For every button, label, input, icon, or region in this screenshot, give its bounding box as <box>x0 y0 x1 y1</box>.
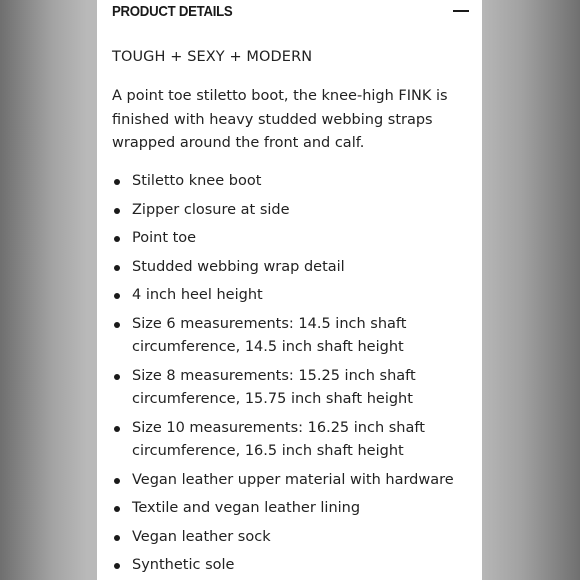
bullet-icon <box>114 478 120 484</box>
feature-text: 4 inch heel height <box>132 287 263 303</box>
list-item <box>112 497 470 521</box>
feature-text: Zipper closure at side <box>132 201 290 218</box>
feature-text: Size 6 measurements: 14.5 inch shaft circumference, 14.5 inch shaft height <box>132 315 407 355</box>
feature-list <box>112 170 470 580</box>
bullet-icon <box>114 293 120 299</box>
bullet-icon <box>114 265 120 271</box>
list-item <box>112 417 470 464</box>
feature-text: Size 10 measurements: 16.25 inch shaft circumference, 16.5 inch shaft height <box>132 419 425 459</box>
bullet-icon <box>114 426 120 432</box>
bullet-icon <box>114 506 120 512</box>
feature-text: Stiletto knee boot <box>132 173 262 189</box>
bullet-icon <box>114 236 120 242</box>
list-item <box>112 256 470 280</box>
feature-text: Textile and vegan leather lining <box>132 500 361 516</box>
list-item <box>112 365 470 412</box>
list-item <box>112 199 470 223</box>
list-item <box>112 170 470 194</box>
feature-text: Size 8 measurements: 15.25 inch shaft circumference, 15.75 inch shaft height <box>132 367 416 407</box>
bullet-icon <box>114 208 120 214</box>
bullet-icon <box>114 179 120 185</box>
feature-text: Vegan leather sock <box>132 528 271 545</box>
bullet-icon <box>114 322 120 328</box>
feature-text: Synthetic sole <box>132 557 235 573</box>
accordion-header[interactable] <box>112 0 470 28</box>
list-item <box>112 313 470 360</box>
minus-icon[interactable] <box>452 4 470 18</box>
product-description: A point toe stiletto boot, the knee-high FINK is finished with heavy studded webbing straps wrapped around the front and calf. <box>112 88 448 151</box>
list-item <box>112 554 470 578</box>
bullet-icon <box>114 563 120 569</box>
list-item <box>112 227 470 251</box>
feature-text: Vegan leather upper material with hardware <box>132 471 454 488</box>
list-item <box>112 469 470 493</box>
feature-text: Studded webbing wrap detail <box>132 258 345 275</box>
bullet-icon <box>114 535 120 541</box>
section-title: PRODUCT DETAILS <box>112 3 233 20</box>
bullet-icon <box>114 374 120 380</box>
product-details-panel <box>97 0 482 580</box>
list-item <box>112 284 470 308</box>
product-tagline: TOUGH + SEXY + MODERN <box>112 49 313 65</box>
feature-text: Point toe <box>132 230 197 246</box>
list-item <box>112 526 470 550</box>
